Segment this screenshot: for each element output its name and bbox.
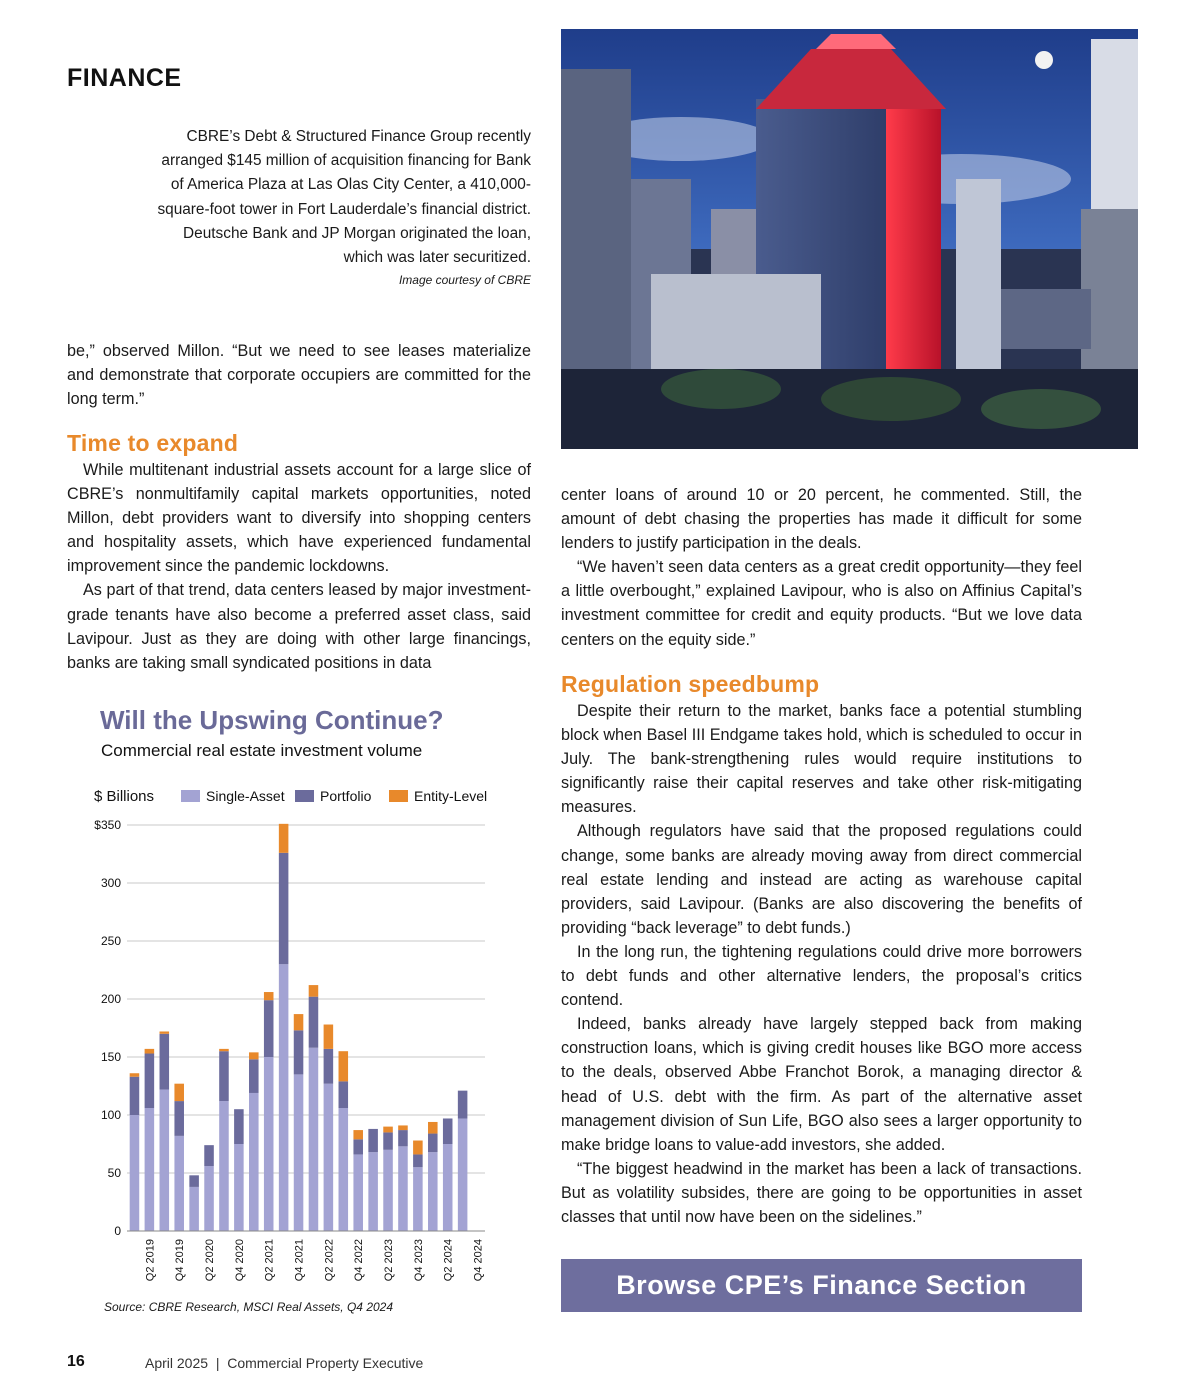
bar-portfolio bbox=[413, 1154, 423, 1167]
section-label: FINANCE bbox=[67, 64, 182, 92]
bar-portfolio bbox=[145, 1054, 155, 1109]
bar-entity-level bbox=[264, 992, 274, 1000]
bar-portfolio bbox=[353, 1139, 363, 1154]
y-tick-label: 300 bbox=[100, 876, 121, 890]
bar-single-asset bbox=[368, 1152, 378, 1231]
y-tick-label: $350 bbox=[94, 818, 121, 832]
x-tick-label: Q4 2022 bbox=[353, 1239, 366, 1282]
bar-portfolio bbox=[219, 1051, 229, 1101]
bar-portfolio bbox=[279, 853, 289, 964]
legend-swatch-single-asset bbox=[181, 790, 200, 802]
bar-single-asset bbox=[309, 1048, 319, 1231]
bar-entity-level bbox=[174, 1084, 184, 1101]
page-number: 16 bbox=[67, 1353, 85, 1370]
bar-single-asset bbox=[204, 1166, 214, 1231]
x-tick-label: Q2 2021 bbox=[263, 1239, 276, 1282]
right-column-body bbox=[561, 699, 1082, 1229]
bar-single-asset bbox=[294, 1074, 304, 1231]
right-paragraph-6: Indeed, banks already have largely stepped back from making construction loans, which is giving credit houses like BGO more access to the deals, observed Abbe Franchot Borok, a managing director & head of U.S. debt with the firm. As part of the alternative asset management division of Sun Life, BGO also sees a larger opportunity to make bridge loans to value-add investors, she added. bbox=[561, 1015, 1082, 1154]
legend-swatch-entity-level bbox=[389, 790, 408, 802]
bar-single-asset bbox=[174, 1136, 184, 1231]
bar-portfolio bbox=[458, 1091, 468, 1119]
bar-portfolio bbox=[324, 1049, 334, 1084]
bar-entity-level bbox=[309, 985, 319, 997]
chart-title: Will the Upswing Continue? bbox=[100, 705, 444, 735]
chart-source: Source: CBRE Research, MSCI Real Assets, Q4 2024 bbox=[104, 1300, 394, 1314]
bar-single-asset bbox=[279, 964, 289, 1231]
x-tick-label: Q2 2019 bbox=[144, 1239, 157, 1282]
bar-single-asset bbox=[249, 1093, 259, 1231]
browse-finance-button[interactable]: Browse CPE’s Finance Section bbox=[561, 1259, 1082, 1312]
right-column-top bbox=[561, 483, 1082, 652]
left-paragraph-1: While multitenant industrial assets account for a large slice of CBRE’s nonmultifamily capital markets opportunities, noted Millon, debt providers want to diversify into shopping centers and hospitality assets, which have experienced fundamental improvement since the pandemic lockdowns. bbox=[67, 461, 531, 576]
bar-portfolio bbox=[368, 1129, 378, 1152]
bar-entity-level bbox=[428, 1122, 438, 1134]
bar-entity-level bbox=[413, 1141, 423, 1155]
bar-single-asset bbox=[130, 1115, 140, 1231]
bar-single-asset bbox=[458, 1118, 468, 1231]
bar-single-asset bbox=[383, 1150, 393, 1231]
bar-single-asset bbox=[339, 1108, 349, 1231]
photo-credit: Image courtesy of CBRE bbox=[398, 273, 531, 287]
x-tick-label: Q4 2024 bbox=[472, 1239, 485, 1282]
y-tick-label: 200 bbox=[100, 992, 121, 1006]
bar-entity-level bbox=[249, 1052, 259, 1059]
bar-portfolio bbox=[234, 1109, 244, 1144]
bar-single-asset bbox=[264, 1057, 274, 1231]
x-tick-label: Q4 2023 bbox=[412, 1239, 425, 1282]
x-tick-label: Q4 2019 bbox=[174, 1239, 187, 1282]
bar-portfolio bbox=[174, 1101, 184, 1136]
bar-portfolio bbox=[443, 1118, 453, 1144]
bar-entity-level bbox=[279, 824, 289, 853]
right-paragraph-1: center loans of around 10 or 20 percent, he commented. Still, the amount of debt chasing the properties has made it difficult for some lenders to justify participation in the deals. bbox=[561, 486, 1082, 553]
y-axis-label: $ Billions bbox=[94, 788, 155, 805]
bar-entity-level bbox=[294, 1014, 304, 1030]
bar-single-asset bbox=[324, 1084, 334, 1231]
bar-portfolio bbox=[249, 1059, 259, 1093]
y-tick-label: 0 bbox=[114, 1224, 121, 1238]
legend-label-portfolio: Portfolio bbox=[320, 788, 372, 804]
bar-single-asset bbox=[443, 1144, 453, 1231]
legend-label-entity-level: Entity-Level bbox=[414, 788, 488, 804]
bar-entity-level bbox=[324, 1025, 334, 1049]
bar-portfolio bbox=[204, 1145, 214, 1166]
right-paragraph-7: “The biggest headwind in the market has been a lack of transactions. But as volatility subsides, there are going to be opportunities in asset classes that until now have been on the sidelines.” bbox=[561, 1159, 1082, 1226]
bar-portfolio bbox=[264, 1000, 274, 1057]
bar-single-asset bbox=[160, 1089, 170, 1231]
heading-time-to-expand: Time to expand bbox=[67, 430, 239, 456]
x-tick-label: Q2 2022 bbox=[323, 1239, 336, 1282]
y-tick-label: 250 bbox=[100, 934, 121, 948]
building-illustration bbox=[561, 29, 1138, 449]
bar-entity-level bbox=[383, 1127, 393, 1133]
y-tick-label: 50 bbox=[107, 1166, 121, 1180]
bar-single-asset bbox=[353, 1154, 363, 1231]
bar-portfolio bbox=[383, 1132, 393, 1149]
heading-regulation-speedbump: Regulation speedbump bbox=[561, 671, 820, 697]
bar-entity-level bbox=[353, 1130, 363, 1139]
bar-portfolio bbox=[189, 1175, 199, 1187]
x-tick-label: Q4 2020 bbox=[233, 1239, 246, 1282]
bar-entity-level bbox=[219, 1049, 229, 1051]
bar-entity-level bbox=[130, 1073, 140, 1076]
bar-single-asset bbox=[234, 1144, 244, 1231]
bar-portfolio bbox=[428, 1134, 438, 1153]
x-tick-label: Q2 2020 bbox=[204, 1239, 217, 1282]
left-column bbox=[67, 339, 531, 411]
x-tick-label: Q2 2023 bbox=[383, 1239, 396, 1282]
bar-entity-level bbox=[160, 1031, 170, 1033]
left-paragraph-2: As part of that trend, data centers leased by major investment-grade tenants have also become a preferred asset class, said Lavipour. Just as they are doing with other large financings, banks are taking small syndicated positions in data bbox=[67, 581, 531, 672]
bar-entity-level bbox=[398, 1125, 408, 1130]
y-tick-label: 150 bbox=[100, 1050, 121, 1064]
bar-single-asset bbox=[145, 1108, 155, 1231]
bar-single-asset bbox=[428, 1152, 438, 1231]
bar-portfolio bbox=[339, 1081, 349, 1108]
bar-portfolio bbox=[160, 1034, 170, 1090]
x-tick-label: Q4 2021 bbox=[293, 1239, 306, 1282]
bar-single-asset bbox=[189, 1187, 199, 1231]
right-paragraph-4: Although regulators have said that the proposed regulations could change, some banks are already moving away from direct commercial real estate lending and instead are acting as warehouse capital providers, said Lavipour. (Banks are also discovering the benefits of providing “back leverage” to debt funds.) bbox=[561, 822, 1082, 937]
left-intro-paragraph: be,” observed Millon. “But we need to see leases materialize and demonstrate that corporate occupiers are committed for the long term.” bbox=[67, 342, 531, 409]
bar-entity-level bbox=[145, 1049, 155, 1054]
left-column-body bbox=[67, 458, 531, 675]
right-paragraph-3: Despite their return to the market, banks face a potential stumbling block when Basel III Endgame takes hold, which is scheduled to occur in July. The bank-strengthening rules would require institutions to significantly raise their capital reserves and take other risk-mitigating measures. bbox=[561, 702, 1082, 817]
investment-volume-chart bbox=[80, 780, 500, 1290]
bar-portfolio bbox=[130, 1077, 140, 1115]
y-tick-label: 100 bbox=[100, 1108, 121, 1122]
bar-single-asset bbox=[398, 1146, 408, 1231]
bar-portfolio bbox=[398, 1130, 408, 1146]
bar-portfolio bbox=[294, 1030, 304, 1074]
x-tick-label: Q2 2024 bbox=[442, 1239, 455, 1282]
bar-single-asset bbox=[413, 1167, 423, 1231]
footer-publication-info: April 2025 | Commercial Property Executive bbox=[145, 1355, 424, 1371]
right-paragraph-2: “We haven’t seen data centers as a great credit opportunity—they feel a little overbought,” explained Lavipour, who is also on Affinius Capital’s investment committee for credit and equity products. “But we love data centers on the equity side.” bbox=[561, 558, 1082, 649]
chart-subtitle: Commercial real estate investment volume bbox=[101, 741, 423, 760]
building-photo bbox=[561, 29, 1138, 449]
bar-entity-level bbox=[339, 1051, 349, 1081]
legend-label-single-asset: Single-Asset bbox=[206, 788, 285, 804]
bar-single-asset bbox=[219, 1101, 229, 1231]
bar-portfolio bbox=[309, 997, 319, 1048]
right-paragraph-5: In the long run, the tightening regulations could drive more borrowers to debt funds and other alternative lenders, the proposal’s critics contend. bbox=[561, 942, 1082, 1010]
photo-caption: CBRE’s Debt & Structured Finance Group recently arranged $145 million of acquisition financing for Bank of America Plaza at Las Olas City Center, a 410,000-square-foot tower in Fort Lauderdale’s financial district. Deutsche Bank and JP Morgan originated the loan, which was later securitized. bbox=[157, 128, 531, 267]
legend-swatch-portfolio bbox=[295, 790, 314, 802]
